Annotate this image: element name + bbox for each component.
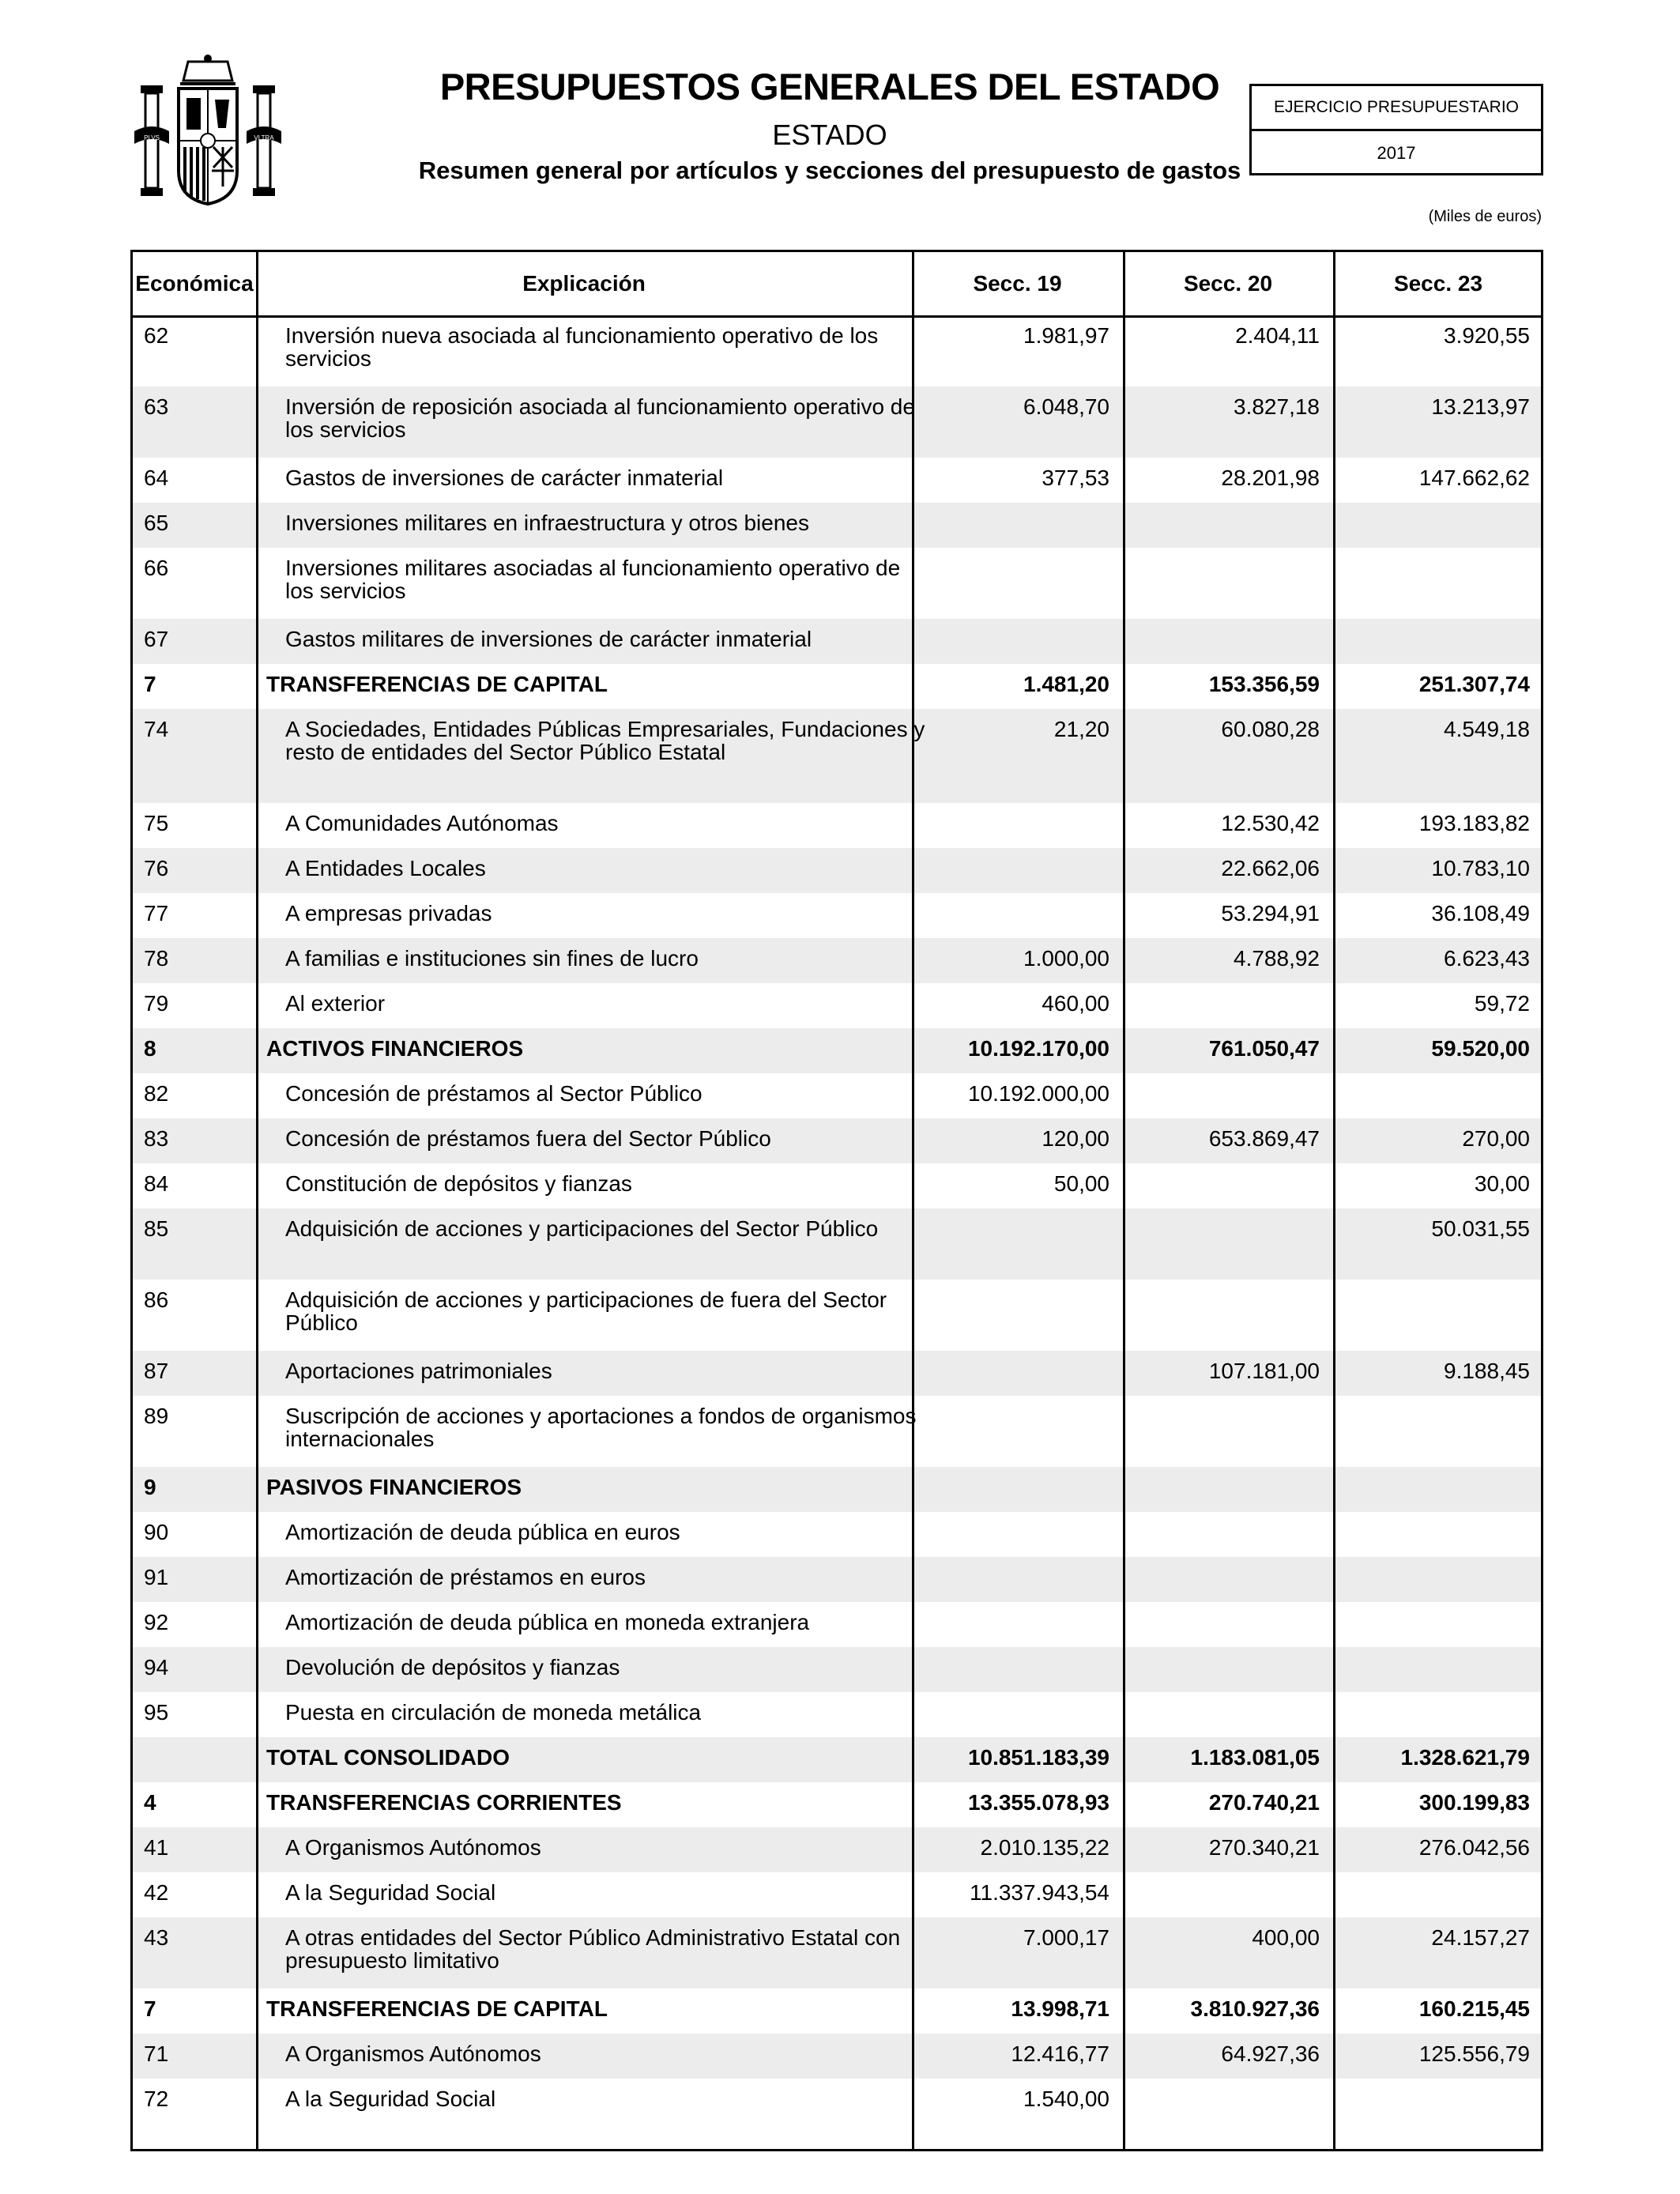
row-secc-20-value: 1.183.081,05 (1190, 1745, 1320, 1770)
page-title: PRESUPUESTOS GENERALES DEL ESTADO (439, 66, 1220, 107)
table-row (133, 1280, 1541, 1351)
row-secc-23-value: 9.188,45 (1444, 1359, 1530, 1383)
row-secc-23-value: 30,00 (1474, 1171, 1530, 1196)
row-description: A la Seguridad Social (285, 2087, 496, 2111)
table-row (133, 983, 1541, 1028)
row-secc-19-value: 10.192.170,00 (967, 1036, 1109, 1061)
row-description: Inversiones militares en infraestructura y otros bienes (285, 511, 809, 535)
table-row (133, 1557, 1541, 1602)
table-row (133, 1647, 1541, 1692)
row-description: Puesta en circulación de moneda metálica (285, 1700, 702, 1725)
row-secc-20-value: 761.050,47 (1208, 1036, 1320, 1061)
column-divider (1333, 252, 1335, 2149)
row-code: 43 (144, 1925, 169, 1950)
budget-year-value: 2017 (1377, 143, 1416, 163)
row-secc-19-value: 120,00 (1042, 1126, 1109, 1151)
row-secc-20-value: 107.181,00 (1208, 1359, 1320, 1383)
column-header-economica: Económica (135, 271, 254, 296)
row-description: Adquisición de acciones y participaciones de fuera del Sector Público (285, 1287, 887, 1335)
row-code: 83 (144, 1126, 169, 1151)
table-row (133, 1737, 1541, 1782)
table-row (133, 664, 1541, 709)
units-note: (Miles de euros) (1428, 208, 1542, 225)
table-row (133, 1512, 1541, 1557)
row-secc-23-value: 50.031,55 (1431, 1216, 1530, 1241)
row-code: 89 (144, 1404, 169, 1428)
table-row (133, 1782, 1541, 1827)
row-description: Adquisición de acciones y participaciones del Sector Público (285, 1216, 879, 1241)
row-description: Amortización de préstamos en euros (285, 1565, 646, 1589)
row-code: 7 (144, 672, 156, 696)
row-description: Inversión de reposición asociada al funcionamiento operativo de los servicios (285, 394, 915, 442)
budget-table (130, 250, 1543, 2151)
row-description: Al exterior (285, 991, 386, 1016)
row-description: Amortización de deuda pública en euros (285, 1520, 680, 1544)
row-secc-23-value: 10.783,10 (1431, 856, 1530, 880)
row-code: 91 (144, 1565, 169, 1589)
coat-of-arms-logo (133, 52, 283, 210)
row-code: 4 (144, 1790, 156, 1815)
row-secc-23-value: 270,00 (1462, 1126, 1530, 1151)
row-secc-19-value: 460,00 (1042, 991, 1109, 1016)
table-row (133, 1073, 1541, 1118)
row-description: ACTIVOS FINANCIEROS (266, 1036, 524, 1061)
row-secc-20-value: 12.530,42 (1221, 811, 1320, 835)
row-secc-19-value: 13.355.078,93 (967, 1790, 1109, 1815)
row-description: TOTAL CONSOLIDADO (266, 1745, 510, 1770)
table-row (133, 1163, 1541, 1208)
row-secc-19-value: 10.851.183,39 (967, 1745, 1109, 1770)
row-secc-23-value: 276.042,56 (1418, 1835, 1530, 1860)
row-code: 71 (144, 2041, 169, 2066)
row-secc-19-value: 1.981,97 (1023, 323, 1109, 348)
row-description: Devolución de depósitos y fianzas (285, 1655, 620, 1679)
table-row (133, 503, 1541, 548)
row-description: Suscripción de acciones y aportaciones a fondos de organismos internacionales (285, 1404, 917, 1451)
column-header-secc-19: Secc. 19 (973, 271, 1062, 296)
row-code: 77 (144, 901, 169, 925)
row-secc-23-value: 251.307,74 (1418, 672, 1530, 696)
table-row (133, 458, 1541, 503)
row-code: 62 (144, 323, 169, 348)
row-code: 7 (144, 1996, 156, 2021)
row-code: 85 (144, 1216, 169, 1241)
row-secc-23-value: 1.328.621,79 (1400, 1745, 1530, 1770)
row-secc-19-value: 10.192.000,00 (967, 1081, 1109, 1106)
row-description: Concesión de préstamos fuera del Sector Público (285, 1126, 771, 1151)
table-row (133, 1208, 1541, 1280)
row-description: Inversiones militares asociadas al funcionamiento operativo de los servicios (285, 556, 901, 603)
table-row (133, 1396, 1541, 1467)
row-secc-20-value: 22.662,06 (1221, 856, 1320, 880)
table-row (133, 386, 1541, 458)
table-row (133, 709, 1541, 803)
row-secc-20-value: 153.356,59 (1208, 672, 1320, 696)
row-description: Inversión nueva asociada al funcionamiento operativo de los servicios (285, 323, 879, 371)
row-secc-23-value: 59.520,00 (1431, 1036, 1530, 1061)
row-secc-20-value: 64.927,36 (1221, 2041, 1320, 2066)
row-code: 41 (144, 1835, 169, 1860)
table-row (133, 1827, 1541, 1872)
row-secc-23-value: 147.662,62 (1418, 466, 1530, 490)
row-description: TRANSFERENCIAS DE CAPITAL (266, 672, 608, 696)
row-description: A otras entidades del Sector Público Administrativo Estatal con presupuesto limitativo (285, 1925, 901, 1973)
row-secc-20-value: 60.080,28 (1221, 717, 1320, 741)
row-secc-19-value: 2.010.135,22 (980, 1835, 1109, 1860)
row-secc-23-value: 36.108,49 (1431, 901, 1530, 925)
table-row (133, 1989, 1541, 2034)
table-row (133, 1118, 1541, 1163)
row-description: A Comunidades Autónomas (285, 811, 559, 835)
table-row (133, 1351, 1541, 1396)
row-secc-23-value: 193.183,82 (1418, 811, 1530, 835)
row-secc-20-value: 53.294,91 (1221, 901, 1320, 925)
table-row (133, 848, 1541, 893)
row-secc-20-value: 270.740,21 (1208, 1790, 1320, 1815)
row-secc-23-value: 24.157,27 (1431, 1925, 1530, 1950)
row-secc-19-value: 6.048,70 (1023, 394, 1109, 419)
row-code: 8 (144, 1036, 156, 1061)
table-row (133, 893, 1541, 938)
column-divider (912, 252, 914, 2149)
table-header (133, 252, 1541, 318)
row-description: A Organismos Autónomos (285, 2041, 541, 2066)
table-row (133, 548, 1541, 619)
row-description: A Organismos Autónomos (285, 1835, 541, 1860)
svg-text:VLTRA: VLTRA (254, 134, 274, 141)
row-secc-20-value: 4.788,92 (1234, 946, 1320, 971)
row-description: Gastos militares de inversiones de carácter inmaterial (285, 627, 812, 651)
row-secc-23-value: 300.199,83 (1418, 1790, 1530, 1815)
row-code: 87 (144, 1359, 169, 1383)
row-code: 78 (144, 946, 169, 971)
row-code: 63 (144, 394, 169, 419)
row-secc-19-value: 1.000,00 (1023, 946, 1109, 971)
table-row (133, 1467, 1541, 1512)
page-description: Resumen general por artículos y secciones del presupuesto de gastos (418, 156, 1241, 184)
row-code: 67 (144, 627, 169, 651)
table-row (133, 1692, 1541, 1737)
table-row (133, 2034, 1541, 2079)
svg-text:PLVS: PLVS (144, 134, 160, 141)
row-secc-19-value: 1.540,00 (1023, 2087, 1109, 2111)
row-secc-23-value: 3.920,55 (1444, 323, 1530, 348)
row-secc-23-value: 13.213,97 (1431, 394, 1530, 419)
row-secc-19-value: 13.998,71 (1011, 1996, 1109, 2021)
row-description: Aportaciones patrimoniales (285, 1359, 552, 1383)
table-row (133, 938, 1541, 983)
row-code: 42 (144, 1880, 169, 1905)
row-secc-19-value: 21,20 (1053, 717, 1109, 741)
row-secc-19-value: 11.337.943,54 (970, 1880, 1109, 1905)
row-code: 76 (144, 856, 169, 880)
row-code: 66 (144, 556, 169, 580)
row-secc-19-value: 377,53 (1042, 466, 1109, 490)
row-description: A la Seguridad Social (285, 1880, 496, 1905)
table-row (133, 1028, 1541, 1073)
row-description: PASIVOS FINANCIEROS (266, 1475, 522, 1499)
table-row (133, 619, 1541, 664)
budget-year-label: EJERCICIO PRESUPUESTARIO (1252, 86, 1541, 131)
row-code: 86 (144, 1287, 169, 1312)
column-header-secc-23: Secc. 23 (1393, 271, 1483, 296)
row-code: 75 (144, 811, 169, 835)
row-description: Amortización de deuda pública en moneda extranjera (285, 1610, 810, 1634)
row-secc-20-value: 270.340,21 (1208, 1835, 1320, 1860)
table-row (133, 315, 1541, 386)
row-code: 65 (144, 511, 169, 535)
row-description: Constitución de depósitos y fianzas (285, 1171, 632, 1196)
row-description: A familias e instituciones sin fines de lucro (285, 946, 699, 971)
column-header-secc-20: Secc. 20 (1183, 271, 1273, 296)
row-secc-19-value: 1.481,20 (1023, 672, 1109, 696)
row-description: Concesión de préstamos al Sector Público (285, 1081, 703, 1106)
row-description: TRANSFERENCIAS DE CAPITAL (266, 1996, 608, 2021)
row-secc-23-value: 125.556,79 (1418, 2041, 1530, 2066)
page-subtitle: ESTADO (772, 119, 887, 151)
row-description: A empresas privadas (285, 901, 492, 925)
row-code: 72 (144, 2087, 169, 2111)
row-code: 84 (144, 1171, 169, 1196)
table-row (133, 1917, 1541, 1989)
budget-year-box (1249, 84, 1543, 175)
row-secc-23-value: 4.549,18 (1444, 717, 1530, 741)
row-description: Gastos de inversiones de carácter inmaterial (285, 466, 724, 490)
row-code: 9 (144, 1475, 156, 1499)
row-secc-19-value: 7.000,17 (1023, 1925, 1109, 1950)
row-description: TRANSFERENCIAS CORRIENTES (266, 1790, 622, 1815)
row-secc-20-value: 400,00 (1252, 1925, 1320, 1950)
column-divider (256, 252, 258, 2149)
row-code: 64 (144, 466, 169, 490)
row-code: 79 (144, 991, 169, 1016)
row-secc-19-value: 50,00 (1053, 1171, 1109, 1196)
row-code: 90 (144, 1520, 169, 1544)
row-secc-19-value: 12.416,77 (1011, 2041, 1109, 2066)
row-code: 94 (144, 1655, 169, 1679)
row-code: 82 (144, 1081, 169, 1106)
row-secc-23-value: 59,72 (1474, 991, 1530, 1016)
table-row (133, 1602, 1541, 1647)
table-row (133, 803, 1541, 848)
row-secc-23-value: 6.623,43 (1444, 946, 1530, 971)
table-row (133, 1872, 1541, 1917)
row-description: A Sociedades, Entidades Públicas Empresariales, Fundaciones y resto de entidades del Sector Público Estatal (285, 717, 925, 764)
row-secc-23-value: 160.215,45 (1418, 1996, 1530, 2021)
table-row (133, 2079, 1541, 2124)
row-description: A Entidades Locales (285, 856, 486, 880)
row-secc-20-value: 2.404,11 (1235, 323, 1320, 348)
column-header-explicacion: Explicación (522, 271, 646, 296)
column-divider (1123, 252, 1125, 2149)
row-code: 92 (144, 1610, 169, 1634)
row-code: 95 (144, 1700, 169, 1725)
row-secc-20-value: 28.201,98 (1221, 466, 1320, 490)
row-secc-20-value: 3.827,18 (1234, 394, 1320, 419)
row-secc-20-value: 653.869,47 (1208, 1126, 1320, 1151)
row-code: 74 (144, 717, 169, 741)
row-secc-20-value: 3.810.927,36 (1190, 1996, 1320, 2021)
